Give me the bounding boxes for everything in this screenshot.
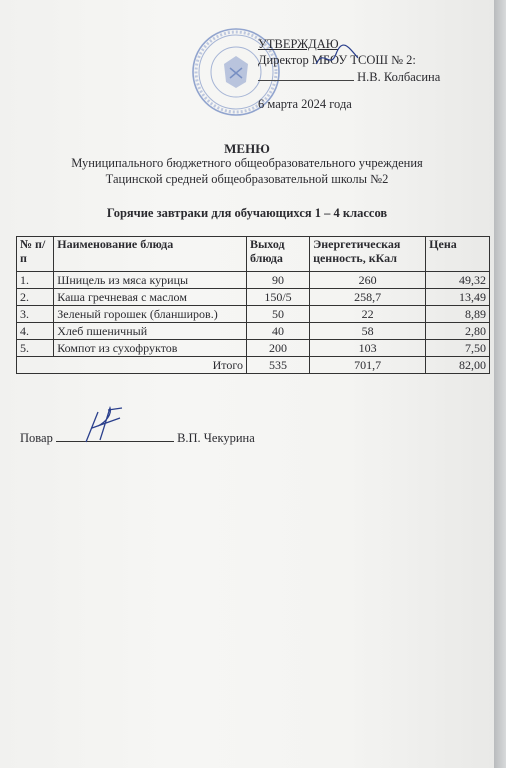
- cell-kcal: 58: [310, 323, 426, 340]
- cell-number: 3.: [17, 306, 54, 323]
- page-edge-shadow: [494, 0, 506, 768]
- cell-dish: Компот из сухофруктов: [54, 340, 247, 357]
- cell-dish: Шницель из мяса курицы: [54, 272, 247, 289]
- header-price: Цена: [426, 237, 490, 272]
- cell-price: 7,50: [426, 340, 490, 357]
- menu-subtitle: Горячие завтраки для обучающихся 1 – 4 классов: [106, 206, 388, 220]
- cell-price: 2,80: [426, 323, 490, 340]
- school-name-line2: Тацинской средней общеобразовательной школы №2: [105, 172, 389, 186]
- director-name: Н.В. Колбасина: [357, 70, 441, 84]
- cook-signature-block: [20, 429, 255, 446]
- cell-kcal: 22: [310, 306, 426, 323]
- cell-weight: 200: [246, 340, 309, 357]
- cell-number: 5.: [17, 340, 54, 357]
- cell-dish: Каша гречневая с маслом: [54, 289, 247, 306]
- approval-date: 6 марта 2024 года: [258, 97, 352, 111]
- header-kcal: Энергетическая ценность, кКал: [310, 237, 426, 272]
- approve-label: УТВЕРЖДАЮ: [258, 37, 339, 51]
- cook-role: Повар: [20, 431, 53, 445]
- table-row: [17, 306, 490, 323]
- total-weight: 535: [246, 357, 309, 374]
- table-total-row: [17, 357, 490, 374]
- table-row: [17, 340, 490, 357]
- total-price: 82,00: [426, 357, 490, 374]
- cell-weight: 50: [246, 306, 309, 323]
- cell-dish: Хлеб пшеничный: [54, 323, 247, 340]
- table-row: [17, 323, 490, 340]
- cell-number: 4.: [17, 323, 54, 340]
- director-signature: [312, 44, 362, 72]
- cell-kcal: 260: [310, 272, 426, 289]
- cook-name: В.П. Чекурина: [177, 431, 255, 445]
- table-header-row: [17, 237, 490, 272]
- cell-price: 13,49: [426, 289, 490, 306]
- cell-kcal: 258,7: [310, 289, 426, 306]
- cell-number: 1.: [17, 272, 54, 289]
- total-label: Итого: [17, 357, 247, 374]
- table-row: [17, 289, 490, 306]
- cook-signature: [78, 404, 126, 444]
- cell-number: 2.: [17, 289, 54, 306]
- cell-weight: 40: [246, 323, 309, 340]
- director-position: Директор МБОУ ТСОШ № 2:: [258, 53, 416, 67]
- cell-price: 49,32: [426, 272, 490, 289]
- cell-weight: 90: [246, 272, 309, 289]
- table-row: [17, 272, 490, 289]
- total-kcal: 701,7: [310, 357, 426, 374]
- header-number: № п/п: [17, 237, 54, 272]
- header-weight: Выход блюда: [246, 237, 309, 272]
- cell-weight: 150/5: [246, 289, 309, 306]
- cell-dish: Зеленый горошек (бланширов.): [54, 306, 247, 323]
- cell-kcal: 103: [310, 340, 426, 357]
- school-name-line1: Муниципального бюджетного общеобразовательного учреждения: [71, 156, 423, 170]
- page-title: МЕНЮ: [224, 141, 270, 156]
- cell-price: 8,89: [426, 306, 490, 323]
- header-dish: Наименование блюда: [54, 237, 247, 272]
- menu-table: [16, 236, 490, 374]
